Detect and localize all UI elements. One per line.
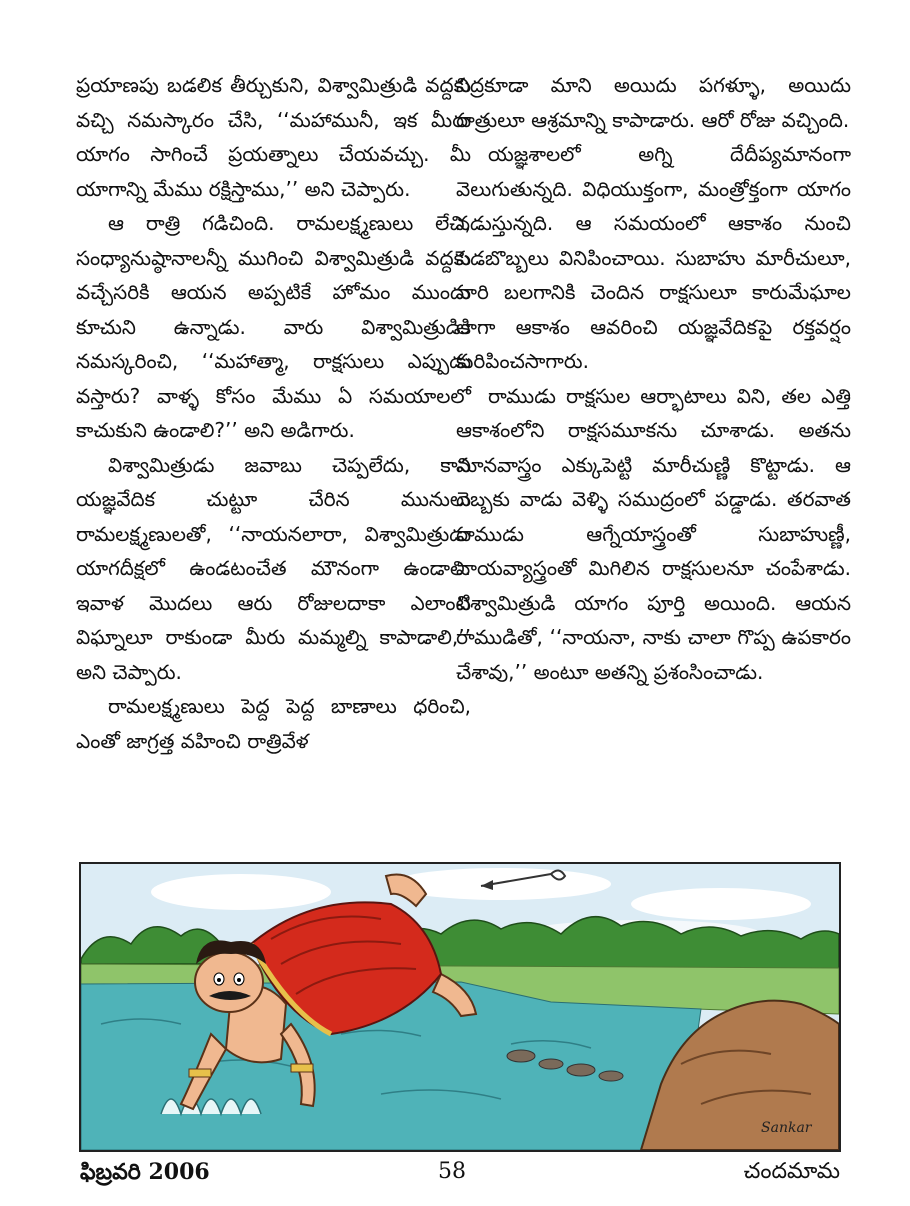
right-text-column bbox=[456, 68, 851, 689]
magazine-name: చందమామ bbox=[743, 1159, 840, 1184]
illustration-scene bbox=[81, 864, 839, 1150]
left-text-column bbox=[76, 68, 471, 758]
paragraph: రాముడు రాక్షసుల ఆర్భాటాలు విని, తల ఎత్తి ఆకాశంలోని రాక్షసమూకను చూశాడు. అతను మానవాస్త్రం ఎక్కుపెట్టి మారీచుణ్ణి కొట్టాడు. ఆ దెబ్బకు వాడు వెళ్ళి సముద్రంలో పడ్డాడు. తరవాత రాముడు ఆగ్నేయాస్త్రంతో సుబాహుణ్ణీ, వాయవ్యాస్త్రంతో మిగిలిన రాక్షసులనూ చంపేశాడు. విశ్వామిత్రుడి యాగం పూర్తి అయింది. ఆయన రాముడితో, ‘‘నాయనా, నాకు చాలా గొప్ప ఉపకారం చేశావు,’’ అంటూ అతన్ని ప్రశంసించాడు. bbox=[456, 383, 851, 684]
artist-signature: Sankar bbox=[761, 1120, 812, 1136]
paragraph: యజ్ఞశాలలో అగ్ని దేదీప్యమానంగా వెలుగుతున్నది. విధియుక్తంగా, మంత్రోక్తంగా యాగం నడుస్తున్నది. ఆ సమయంలో ఆకాశం నుంచి పెడబొబ్బలు వినిపించాయి. సుబాహు మారీచులూ, వారి బలగానికి చెందిన రాక్షసులూ కారుమేఘాల లాగా ఆకాశం ఆవరించి యజ్ఞవేదికపై రక్తవర్షం కురిపించసాగారు. bbox=[456, 142, 851, 373]
page-number: 58 bbox=[438, 1159, 466, 1184]
paragraph: విశ్వామిత్రుడు జవాబు చెప్పలేదు, కాని యజ్ఞవేదిక చుట్టూ చేరిన మునులు రామలక్ష్మణులతో, ‘‘నాయనలారా, విశ్వామిత్రుడు యాగదీక్షలో ఉండటంచేత మౌనంగా ఉండాలి. ఇవాళ మొదలు ఆరు రోజులదాకా ఎలాంటి విఘ్నాలూ రాకుండా మీరు మమ్మల్ని కాపాడాలి,’’ అని చెప్పారు. bbox=[76, 452, 471, 684]
story-illustration bbox=[79, 862, 841, 1152]
issue-date: ఫిబ్రవరి 2006 bbox=[80, 1159, 210, 1185]
paragraph: రామలక్ష్మణులు పెద్ద పెద్ద బాణాలు ధరించి, ఎంతో జాగ్రత్త వహించి రాత్రివేళ bbox=[76, 694, 471, 753]
paragraph: ఆ రాత్రి గడిచింది. రామలక్ష్మణులు లేచి, సంధ్యానుష్ఠానాలన్నీ ముగించి విశ్వామిత్రుడి వద్దకు వచ్చేసరికి ఆయన అప్పటికే హోమం ముందు కూచుని ఉన్నాడు. వారు విశ్వామిత్రుడికి నమస్కరించి, ‘‘మహాత్మా, రాక్షసులు ఎప్పుడు వస్తారు? వాళ్ళ కోసం మేము ఏ సమయాలలో కాచుకుని ఉండాలి?’’ అని అడిగారు. bbox=[76, 211, 471, 442]
paragraph: ప్రయాణపు బడలిక తీర్చుకుని, విశ్వామిత్రుడి వద్దకు వచ్చి నమస్కారం చేసి, ‘‘మహామునీ, ఇక మీరు యాగం సాగించే ప్రయత్నాలు చేయవచ్చు. మీ యాగాన్ని మేము రక్షిస్తాము,’’ అని చెప్పారు. bbox=[76, 73, 471, 201]
paragraph: నిద్రకూడా మాని అయిదు పగళ్ళూ, అయిదు రాత్రులూ ఆశ్రమాన్ని కాపాడారు. ఆరో రోజు వచ్చింది. bbox=[456, 73, 851, 132]
page-footer bbox=[0, 1155, 910, 1191]
